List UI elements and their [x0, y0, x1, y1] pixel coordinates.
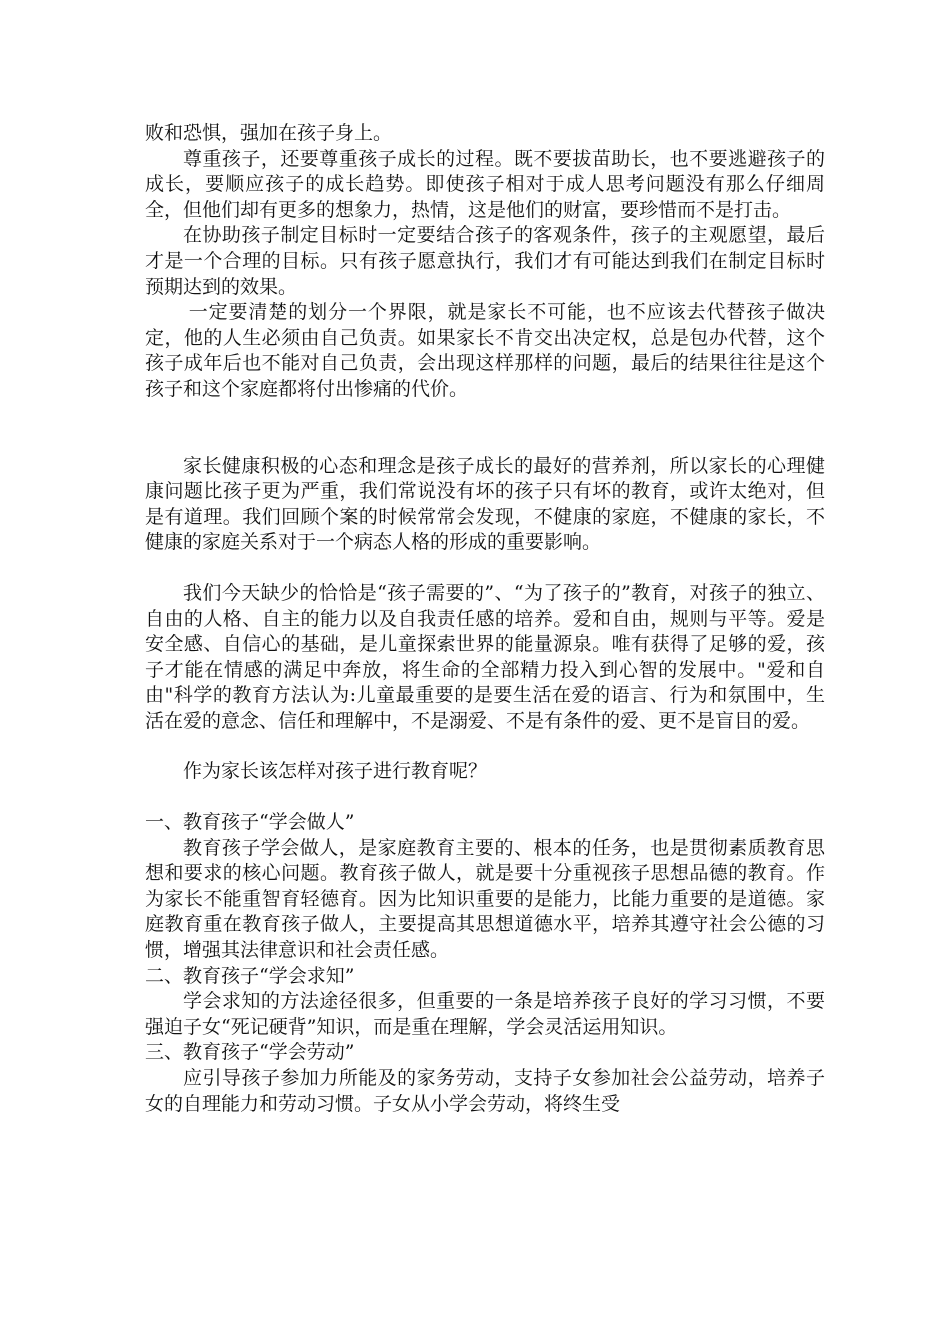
section-body-conduct: 教育孩子学会做人，是家庭教育主要的、根本的任务，也是贯彻素质教育思想和要求的核心问题。教育孩子做人，就是要十分重视孩子思想品德的教育。作为家长不能重智育轻德育。因为比知识重要的是能力，比能力重要的是道德。家庭教育重在教育孩子做人，主要提高其思想道德水平，培养其遵守社会公德的习惯，增强其法律意识和社会责任感。 — [145, 836, 825, 962]
paragraph-parent-mindset: 家长健康积极的心态和理念是孩子成长的最好的营养剂，所以家长的心理健康问题比孩子更为严重，我们常说没有坏的孩子只有坏的教育，或许太绝对，但是有道理。我们回顾个案的时候常常会发现，不健康的家庭，不健康的家长，不健康的家庭关系对于一个病态人格的形成的重要影响。 — [145, 454, 825, 554]
paragraph-continuation: 败和恐惧，强加在孩子身上。 — [145, 122, 393, 144]
paragraph-goal-setting: 在协助孩子制定目标时一定要结合孩子的客观条件，孩子的主观愿望，最后才是一个合理的目标。只有孩子愿意执行，我们才有可能达到我们在制定目标时预期达到的效果。 — [145, 224, 825, 298]
paragraph-love-freedom: 我们今天缺少的恰恰是“孩子需要的”、“为了孩子的”教育，对孩子的独立、自由的人格、自主的能力以及自我责任感的培养。爱和自由，规则与平等。爱是安全感、自信心的基础，是儿童探索世界的能量源泉。唯有获得了足够的爱，孩子才能在情感的满足中奔放，将生命的全部精力投入到心智的发展中。"爱和自由"科学的教育方法认为:儿童最重要的是要生活在爱的语言、行为和氛围中，生活在爱的意念、信任和理解中，不是溺爱、不是有条件的爱、更不是盲目的爱。 — [145, 581, 825, 732]
section-heading-learning: 二、教育孩子“学会求知” — [145, 964, 355, 987]
blank-line — [145, 785, 825, 810]
section-body-learning: 学会求知的方法途径很多，但重要的一条是培养孩子良好的学习习惯，不要强迫子女“死记硬背”知识，而是重在理解，学会灵活运用知识。 — [145, 990, 825, 1038]
blank-line — [145, 734, 825, 759]
section-body-labor: 应引导孩子参加力所能及的家务劳动，支持子女参加社会公益劳动，培养子女的自理能力和劳动习惯。子女从小学会劳动，将终生受 — [145, 1067, 825, 1115]
blank-line — [145, 403, 825, 454]
paragraph-question: 作为家长该怎样对孩子进行教育呢？ — [183, 760, 488, 783]
paragraph-respect-growth: 尊重孩子，还要尊重孩子成长的过程。既不要拔苗助长，也不要逃避孩子的成长，要顺应孩子的成长趋势。即使孩子相对于成人思考问题没有那么仔细周全，但他们却有更多的想象力，热情，这是他们的财富，要珍惜而不是打击。 — [145, 147, 825, 221]
section-heading-labor: 三、教育孩子“学会劳动” — [145, 1041, 355, 1064]
section-heading-conduct: 一、教育孩子“学会做人” — [145, 811, 355, 834]
document-body — [145, 121, 825, 1117]
paragraph-boundary: 一定要清楚的划分一个界限，就是家长不可能，也不应该去代替孩子做决定，他的人生必须由自己负责。如果家长不肯交出决定权，总是包办代替，这个孩子成年后也不能对自己负责，会出现这样那样的问题，最后的结果往往是这个孩子和这个家庭都将付出惨痛的代价。 — [145, 301, 825, 400]
blank-line — [145, 556, 825, 581]
